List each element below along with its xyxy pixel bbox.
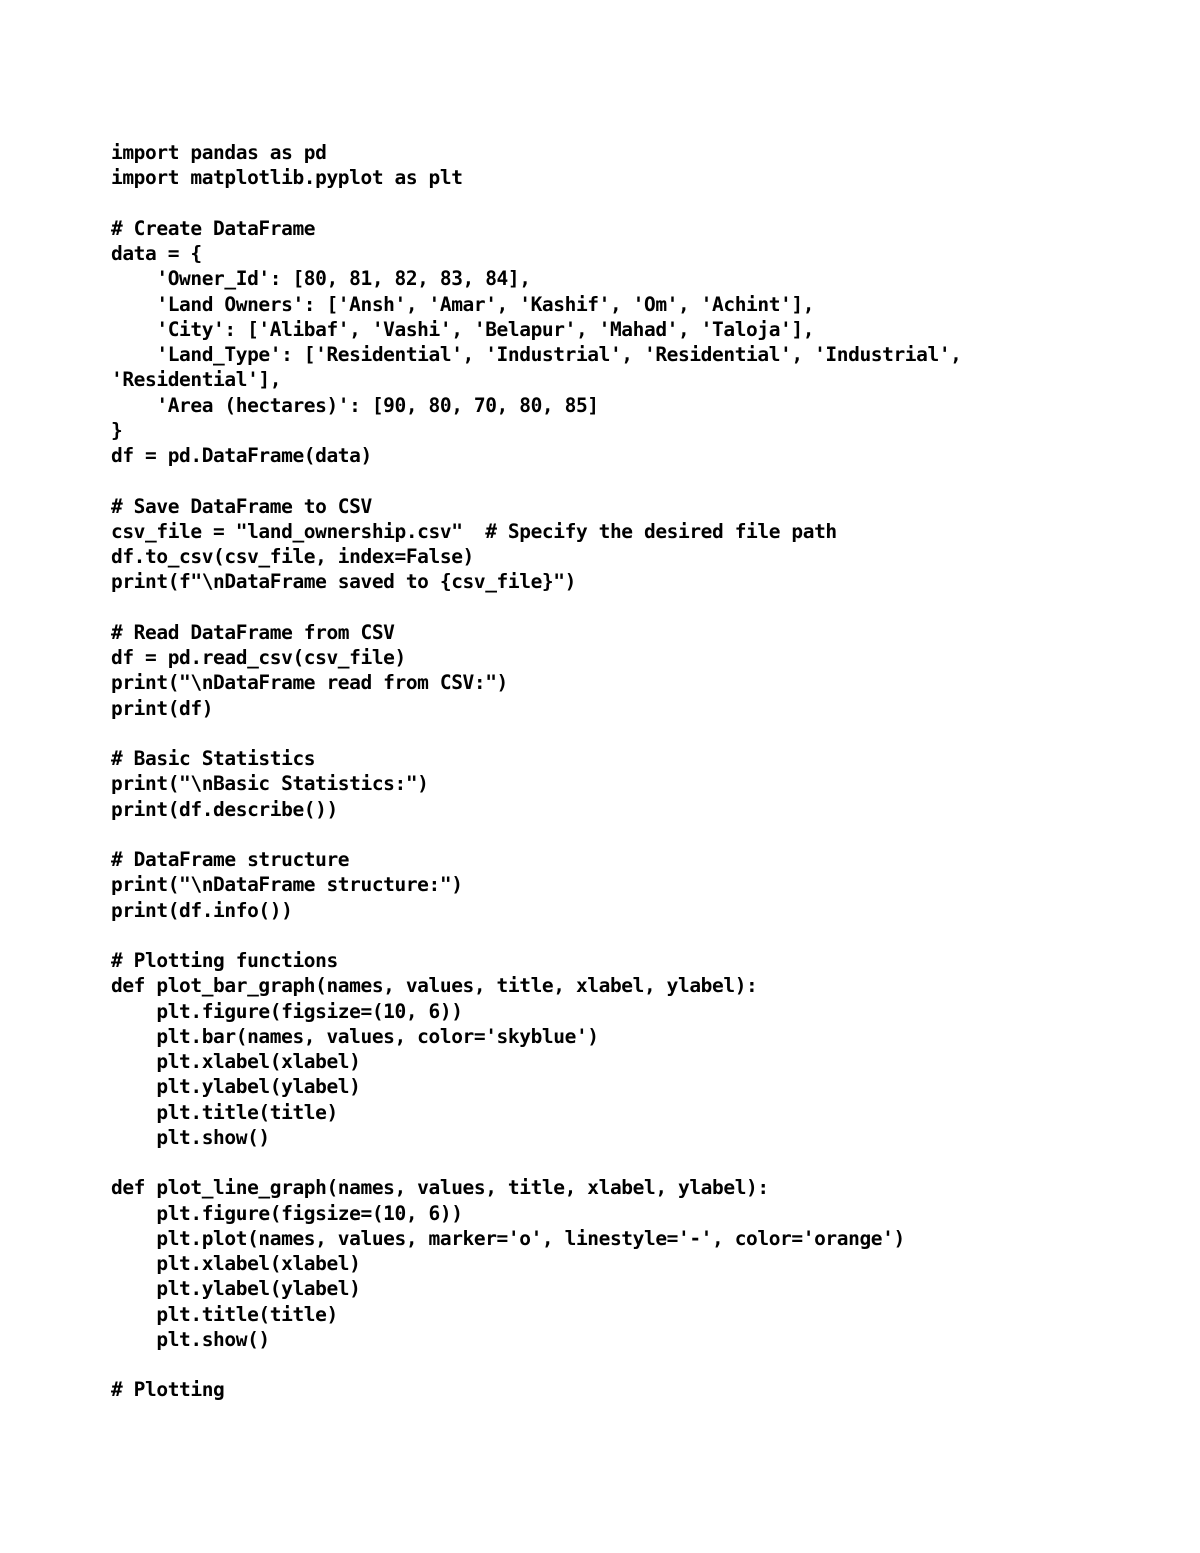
code-line <box>111 1150 1171 1175</box>
code-line: # DataFrame structure <box>111 848 350 871</box>
code-line: plt.xlabel(xlabel) <box>111 1252 361 1275</box>
code-line: plt.title(title) <box>111 1100 338 1124</box>
code-line: 'Land Owners': ['Ansh', 'Amar', 'Kashif', 'Om', 'Achint'], <box>111 292 815 316</box>
code-line: plt.figure(figsize=(10, 6)) <box>111 999 463 1023</box>
code-line <box>111 1352 1171 1377</box>
code-line: 'Residential'], <box>111 368 282 392</box>
code-line: # Read DataFrame from CSV <box>111 620 395 644</box>
code-line: plt.figure(figsize=(10, 6)) <box>111 1201 463 1225</box>
code-line: def plot_line_graph(names, values, title, xlabel, ylabel): <box>111 1176 769 1200</box>
code-line: plt.ylabel(ylabel) <box>111 1075 361 1099</box>
code-line: print(df) <box>111 696 214 720</box>
code-line: df.to_csv(csv_file, index=False) <box>111 545 474 568</box>
code-line: 'Area (hectares)': [90, 80, 70, 80, 85] <box>111 393 599 417</box>
code-line: print(df.describe()) <box>111 797 338 821</box>
code-line: plt.title(title) <box>111 1302 338 1326</box>
code-line <box>111 595 1171 620</box>
code-line: # Save DataFrame to CSV <box>111 494 372 518</box>
code-line: plt.show() <box>111 1125 270 1149</box>
code-line: print(df.info()) <box>111 898 293 922</box>
code-line: print("\nDataFrame read from CSV:") <box>111 671 508 695</box>
code-line: plt.xlabel(xlabel) <box>111 1050 361 1073</box>
code-line: print(f"\nDataFrame saved to {csv_file}") <box>111 570 576 594</box>
code-line: 'Land_Type': ['Residential', 'Industrial', 'Residential', 'Industrial', <box>111 343 962 366</box>
code-line: plt.show() <box>111 1327 270 1351</box>
code-line: def plot_bar_graph(names, values, title, xlabel, ylabel): <box>111 974 758 998</box>
code-line: df = pd.DataFrame(data) <box>111 444 372 467</box>
code-line <box>111 822 1171 847</box>
code-line: # Create DataFrame <box>111 216 316 240</box>
code-line: plt.bar(names, values, color='skyblue') <box>111 1024 599 1048</box>
code-line: df = pd.read_csv(csv_file) <box>111 646 406 669</box>
code-line: plt.plot(names, values, marker='o', linestyle='-', color='orange') <box>111 1226 905 1250</box>
code-line: # Plotting functions <box>111 949 338 972</box>
code-line: print("\nDataFrame structure:") <box>111 873 463 897</box>
code-line <box>111 721 1171 746</box>
code-line: } <box>111 418 123 442</box>
code-line: # Basic Statistics <box>111 747 316 770</box>
code-line <box>111 191 1171 216</box>
code-line: print("\nBasic Statistics:") <box>111 772 429 796</box>
code-line: import pandas as pd <box>111 141 327 164</box>
code-line <box>111 468 1171 493</box>
code-line: data = { <box>111 242 202 265</box>
code-line: import matplotlib.pyplot as plt <box>111 166 463 190</box>
code-block <box>111 140 1171 1403</box>
code-line: 'Owner_Id': [80, 81, 82, 83, 84], <box>111 267 531 291</box>
code-line: plt.ylabel(ylabel) <box>111 1277 361 1301</box>
code-line <box>111 923 1171 948</box>
code-line: csv_file = "land_ownership.csv" # Specify the desired file path <box>111 519 837 543</box>
code-line: 'City': ['Alibaf', 'Vashi', 'Belapur', 'Mahad', 'Taloja'], <box>111 317 815 341</box>
code-line: # Plotting <box>111 1378 225 1402</box>
